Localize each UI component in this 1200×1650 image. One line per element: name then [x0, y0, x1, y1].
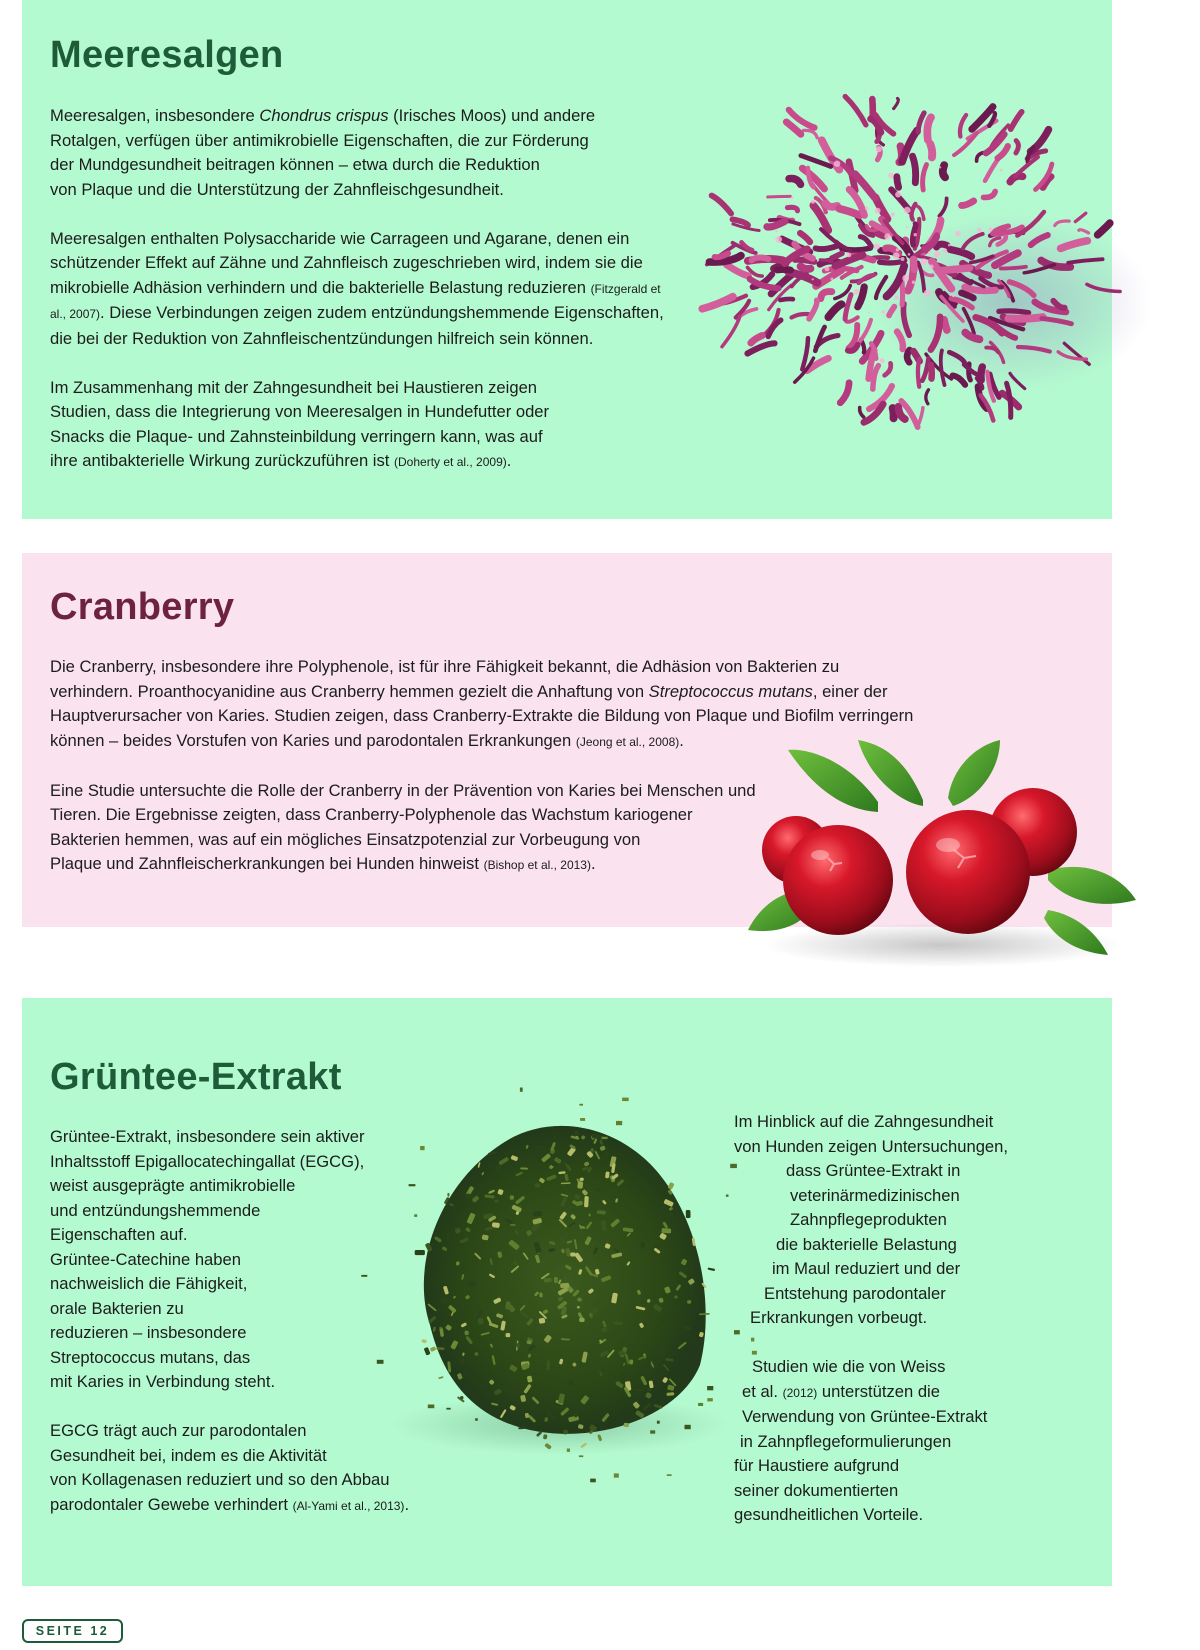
- seaweed-paragraph-2: Meeresalgen enthalten Polysaccharide wie Carrageen und Agarane, denen ein schützender Effekt auf Zähne und Zahnfleisch zugeschrieben wird, indem sie die mikrobielle Adhäsion verhindern und die bakterielle Belastung reduzieren (Fitzgerald et al., 2007). Diese Verbindungen zeigen zudem entzündungshemmende Eigenschaften, die bei der Reduktion von Zahnfleischentzündungen hilfreich sein können.: [50, 228, 664, 348]
- text-line: dass Grüntee-Extrakt in: [786, 1161, 961, 1180]
- section-title-green-tea: Grüntee-Extrakt: [50, 1056, 342, 1098]
- green-tea-paragraph-1: [50, 1125, 410, 1395]
- text-line: orale Bakterien zu: [50, 1298, 184, 1318]
- citation: (Bishop et al., 2013): [483, 858, 591, 872]
- green-tea-paragraph-2: EGCG trägt auch zur parodontalen Gesundheit bei, indem es die Aktivität von Kollagenasen reduziert und so den Abbau parodontaler Gewebe verhindert (Al-Yami et al., 2013).: [50, 1421, 410, 1514]
- text-line: von Hunden zeigen Untersuchungen,: [734, 1136, 1008, 1156]
- section-title-cranberry: Cranberry: [50, 586, 235, 628]
- green-tea-right-text: [734, 1110, 1064, 1528]
- seaweed-image: [712, 82, 1152, 452]
- text-line: Im Hinblick auf die Zahngesundheit: [734, 1112, 994, 1131]
- cranberry-paragraph-2: Eine Studie untersuchte die Rolle der Cranberry in der Prävention von Karies bei Menschen und Tieren. Die Ergebnisse zeigten, dass Cranberry-Polyphenole das Wachstum kariogener Bakterien hemmen, was auf ein mögliches Einsatzpotenzial zur Vorbeugung von Plaque und Zahnfleischerkrankungen bei Hunden hinweist (Bishop et al., 2013).: [50, 780, 756, 873]
- text-line: Entstehung parodontaler: [764, 1283, 946, 1303]
- cranberry-paragraph-1: Die Cranberry, insbesondere ihre Polyphenole, ist für ihre Fähigkeit bekannt, die Adhäsion von Bakterien zu verhindern. Proanthocyanidine aus Cranberry hemmen gezielt die Anhaftung von Streptococcus mutans, einer der Hauptverursacher von Karies. Studien zeigen, dass Cranberry-Extrakte die Bildung von Plaque und Biofilm verringern können – beides Vorstufen von Karies und parodontalen Erkrankungen (Jeong et al., 2008).: [50, 657, 914, 750]
- text-line: Grüntee-Extrakt, insbesondere sein aktiver: [50, 1127, 365, 1146]
- text-line: mit Karies in Verbindung steht.: [50, 1372, 276, 1391]
- green-tea-paragraph-4: Studien wie die von Weiss et al. (2012) unterstützen die Verwendung von Grüntee-Extrakt in Zahnpflegeformulierungen für Haustiere aufgrund seiner dokumentierten gesundheitlichen Vorteile.: [734, 1357, 988, 1524]
- text-line: nachweislich die Fähigkeit,: [50, 1274, 248, 1293]
- text-line: Zahnpflegeprodukten: [790, 1210, 947, 1229]
- seaweed-paragraph-1: Meeresalgen, insbesondere Chondrus crispus (Irisches Moos) und andere Rotalgen, verfügen über antimikrobielle Eigenschaften, die zur Förderung der Mundgesundheit beitragen können – etwa durch die Reduktion von Plaque und die Unterstützung der Zahnfleischgesundheit.: [50, 106, 596, 199]
- citation: (Doherty et al., 2009): [394, 455, 507, 469]
- citation: (2012): [782, 1385, 818, 1400]
- cranberries-image: [748, 740, 1143, 970]
- citation: (Al-Yami et al., 2013): [292, 1498, 405, 1513]
- seaweed-text: [50, 104, 740, 475]
- citation: (Fitzgerald et: [590, 281, 661, 296]
- text-line: und entzündungshemmende: [50, 1200, 261, 1220]
- text-line: im Maul reduziert und der: [772, 1259, 961, 1278]
- citation: (Jeong et al., 2008): [575, 734, 680, 749]
- section-title-seaweed: Meeresalgen: [50, 34, 284, 76]
- text-line: weist ausgeprägte antimikrobielle: [50, 1176, 296, 1195]
- green-tea-left-text: [50, 1125, 410, 1518]
- text-line: reduzieren – insbesondere: [50, 1323, 247, 1342]
- text-line: Inhaltsstoff Epigallocatechingallat (EGCG),: [50, 1151, 365, 1171]
- text-line: Grüntee-Catechine haben: [50, 1249, 241, 1269]
- text-line: veterinärmedizinischen: [790, 1185, 960, 1205]
- green-tea-paragraph-3: [734, 1110, 1064, 1331]
- text-line: Streptococcus mutans, das: [50, 1347, 251, 1367]
- citation: al., 2007): [50, 307, 101, 321]
- text-line: Eigenschaften auf.: [50, 1225, 188, 1244]
- page-number-badge: SEITE 12: [22, 1619, 123, 1643]
- text-line: Erkrankungen vorbeugt.: [750, 1308, 928, 1327]
- seaweed-paragraph-3: Im Zusammenhang mit der Zahngesundheit bei Haustieren zeigen Studien, dass die Integrierung von Meeresalgen in Hundefutter oder Snacks die Plaque- und Zahnsteinbildung verringern kann, was auf ihre antibakterielle Wirkung zurückzuführen ist (Doherty et al., 2009).: [50, 377, 550, 470]
- green-tea-image: [370, 1065, 750, 1515]
- text-line: die bakterielle Belastung: [776, 1234, 957, 1254]
